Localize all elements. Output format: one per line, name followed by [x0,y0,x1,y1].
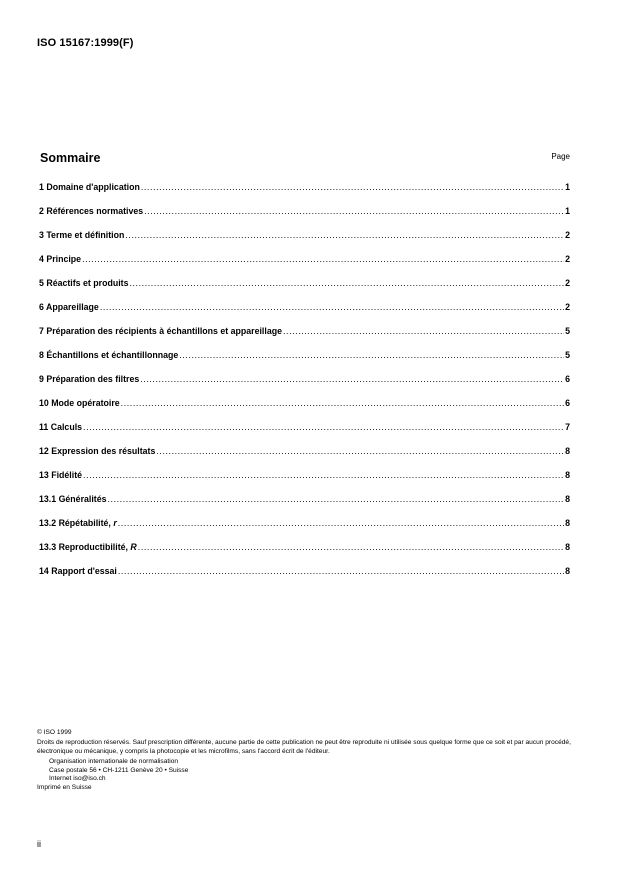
toc-entry-page: 6 [565,398,570,408]
toc-entry-text: 7 Préparation des récipients à échantillons et appareillage [39,326,282,336]
toc-entry-text: 12 Expression des résultats [39,446,156,456]
toc-entry-text: 13.2 Répétabilité, [39,518,114,528]
toc-entry-text: 10 Mode opératoire [39,398,120,408]
toc-entry[interactable] [39,229,570,253]
toc-leader-dots [140,373,564,385]
toc-leader-dots [118,565,564,577]
toc-leader-dots [156,445,564,457]
toc-entry-symbol: R [130,542,137,552]
toc-entry[interactable] [39,253,570,277]
document-code: ISO 15167:1999(F) [37,37,134,49]
toc-entry-text: 13 Fidélité [39,470,83,480]
toc-leader-dots [83,421,564,433]
toc-entry-text: 4 Principe [39,254,82,264]
toc-entry-page: 2 [565,278,570,288]
toc-leader-dots [129,277,564,289]
toc-entry-page: 8 [565,542,570,552]
toc-entry[interactable] [39,277,570,301]
toc-entry[interactable] [39,445,570,469]
toc-leader-dots [118,517,564,529]
toc-entry[interactable] [39,541,570,565]
table-of-contents [39,181,570,589]
toc-entry-page: 6 [565,374,570,384]
toc-entry-page: 8 [565,470,570,480]
toc-leader-dots [138,541,564,553]
toc-entry-page: 8 [565,494,570,504]
toc-entry-page: 5 [565,326,570,336]
toc-entry-page: 1 [565,182,570,192]
toc-entry[interactable] [39,493,570,517]
toc-entry-text: 13.3 Reproductibilité, [39,542,131,552]
toc-entry-text: 5 Réactifs et produits [39,278,129,288]
toc-entry[interactable] [39,373,570,397]
toc-entry-text: 3 Terme et définition [39,230,125,240]
toc-entry-text-group [39,517,117,529]
toc-leader-dots [100,301,564,313]
toc-leader-dots [179,349,564,361]
toc-entry-text: 1 Domaine d'application [39,182,140,192]
rights-statement: Droits de reproduction réservés. Sauf prescription différente, aucune partie de cette publication ne peut être reproduite ni utilisée sous quelque forme que ce soit et par aucun procédé, électronique ou mécanique, y compris la photocopie et les microfilms, sans l'accord écrit de l'éditeur. [37,739,571,755]
toc-entry[interactable] [39,325,570,349]
toc-title: Sommaire [40,151,101,165]
toc-leader-dots [144,205,564,217]
toc-entry-text: 6 Appareillage [39,302,99,312]
toc-entry[interactable] [39,349,570,373]
toc-entry-page: 1 [565,206,570,216]
toc-leader-dots [82,253,564,265]
toc-entry-page: 2 [565,302,570,312]
organization-name: Organisation internationale de normalisation [49,758,179,766]
toc-entry-page: 8 [565,566,570,576]
toc-entry-page: 2 [565,230,570,240]
toc-entry-text: 2 Références normatives [39,206,144,216]
postal-address: Case postale 56 • CH-1211 Genève 20 • Suisse [49,766,189,774]
toc-entry-text: 8 Échantillons et échantillonnage [39,350,179,360]
toc-page-label: Page [551,152,570,161]
toc-entry-text: 14 Rapport d'essai [39,566,117,576]
internet-contact: Internet iso@iso.ch [49,775,106,783]
toc-entry-page: 8 [565,446,570,456]
toc-entry[interactable] [39,205,570,229]
toc-entry-symbol: r [113,518,117,528]
toc-leader-dots [125,229,564,241]
toc-entry[interactable] [39,469,570,493]
toc-entry[interactable] [39,517,570,541]
toc-entry[interactable] [39,301,570,325]
toc-leader-dots [121,397,564,409]
toc-leader-dots [283,325,564,337]
page-number: ii [37,839,41,849]
toc-entry[interactable] [39,421,570,445]
toc-entry-page: 7 [565,422,570,432]
toc-leader-dots [83,469,564,481]
toc-entry-text: 13.1 Généralités [39,494,107,504]
toc-entry-page: 5 [565,350,570,360]
toc-entry[interactable] [39,181,570,205]
toc-entry[interactable] [39,565,570,589]
toc-entry-page: 8 [565,518,570,528]
toc-leader-dots [141,181,564,193]
toc-entry-text-group [39,541,137,553]
toc-entry[interactable] [39,397,570,421]
copyright-line: © ISO 1999 [37,729,72,736]
toc-entry-page: 2 [565,254,570,264]
copyright-notice [37,729,582,793]
toc-entry-text: 9 Préparation des filtres [39,374,140,384]
toc-entry-text: 11 Calculs [39,422,83,432]
toc-leader-dots [107,493,564,505]
printed-in: Imprimé en Suisse [37,784,92,792]
